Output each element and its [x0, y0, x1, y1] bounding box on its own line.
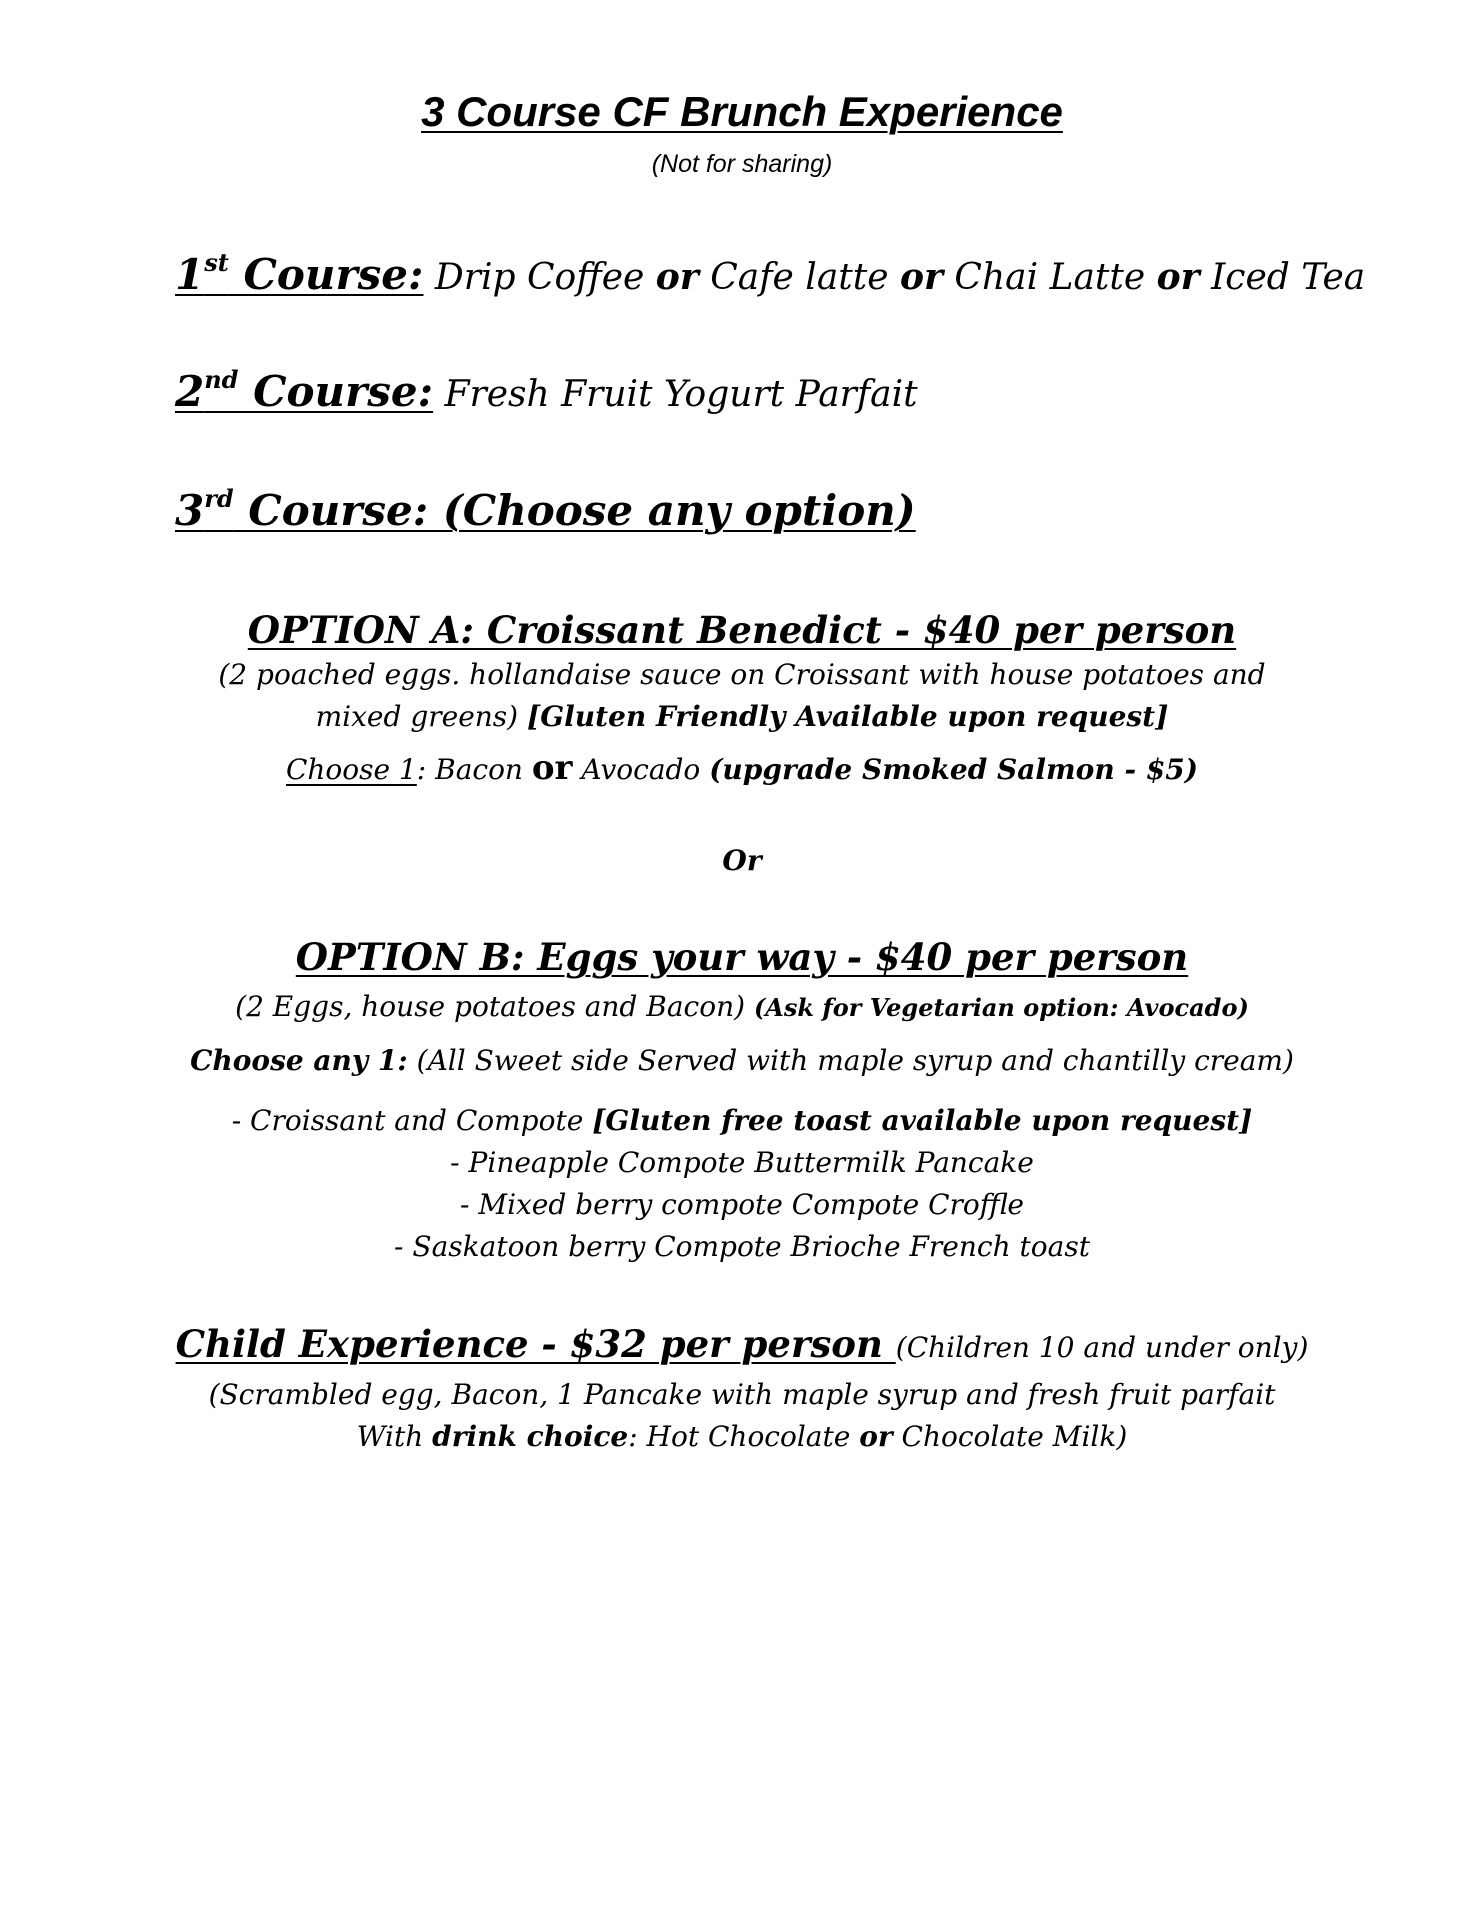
- or-separator: Or: [722, 844, 762, 877]
- drink-option: Chai Latte: [954, 257, 1146, 298]
- sweet-side-item: - Pineapple Compote Buttermilk Pancake: [450, 1146, 1034, 1179]
- second-course-heading: 2nd Course:: [175, 365, 434, 416]
- gluten-note: [Gluten Friendly Available upon request]: [527, 700, 1169, 733]
- option-a-title: OPTION A: Croissant Benedict - $40 per person: [247, 608, 1237, 652]
- option-a-description-cont: mixed greens) [Gluten Friendly Available upon request]: [315, 700, 1169, 733]
- choose-label: Choose any 1:: [190, 1044, 408, 1077]
- drink-option: Cafe latte: [710, 257, 889, 298]
- second-course: [175, 365, 918, 416]
- option-b-title: OPTION B: Eggs your way - $40 per person: [295, 935, 1189, 979]
- page-title: 3 Course CF Brunch Experience: [421, 88, 1063, 135]
- third-course: [175, 484, 916, 535]
- sweet-side-item: - Croissant and Compote [Gluten free toast available upon request]: [231, 1104, 1253, 1137]
- child-drink-choice: With drink choice: Hot Chocolate or Chocolate Milk): [356, 1420, 1128, 1453]
- first-course-heading: 1st Course:: [175, 248, 424, 299]
- option-b-description: (2 Eggs, house potatoes and Bacon) (Ask for Vegetarian option: Avocado): [235, 990, 1249, 1023]
- or-word: or: [531, 748, 573, 788]
- drink-option: Drip Coffee: [434, 257, 645, 298]
- first-course: [175, 248, 1365, 299]
- second-course-text: Fresh Fruit Yogurt Parfait: [444, 374, 918, 415]
- sweet-side-item: - Mixed berry compote Compote Croffle: [460, 1188, 1024, 1221]
- child-description: (Scrambled egg, Bacon, 1 Pancake with maple syrup and fresh fruit parfait: [208, 1378, 1276, 1411]
- upgrade-note: (upgrade Smoked Salmon - $5): [709, 753, 1199, 786]
- sweet-side-item: - Saskatoon berry Compote Brioche French toast: [394, 1230, 1090, 1263]
- child-experience-title: [0, 1322, 1484, 1366]
- third-course-heading: 3rd Course: (Choose any option): [175, 484, 916, 535]
- or-word: or: [899, 256, 943, 298]
- drink-choice-label: drink choice: [432, 1420, 629, 1453]
- option-b-choose: Choose any 1: (All Sweet side Served with maple syrup and chantilly cream): [190, 1044, 1294, 1077]
- vegetarian-note: (Ask for Vegetarian option: Avocado): [753, 993, 1249, 1022]
- drink-option: Iced Tea: [1211, 257, 1366, 298]
- option-a-choose: Choose 1: Bacon or Avocado (upgrade Smoked Salmon - $5): [285, 748, 1199, 788]
- option-a-description: (2 poached eggs. hollandaise sauce on Croissant with house potatoes and: [218, 658, 1266, 691]
- or-word: or: [859, 1420, 893, 1453]
- or-word: or: [655, 256, 699, 298]
- child-title: Child Experience - $32 per person: [175, 1322, 896, 1366]
- or-word: or: [1156, 256, 1200, 298]
- choose-label: Choose 1: [285, 753, 417, 786]
- child-age-note: (Children 10 and under only): [895, 1331, 1309, 1364]
- page-subtitle: (Not for sharing): [651, 150, 833, 178]
- gluten-note: [Gluten free toast available upon request]: [592, 1104, 1253, 1137]
